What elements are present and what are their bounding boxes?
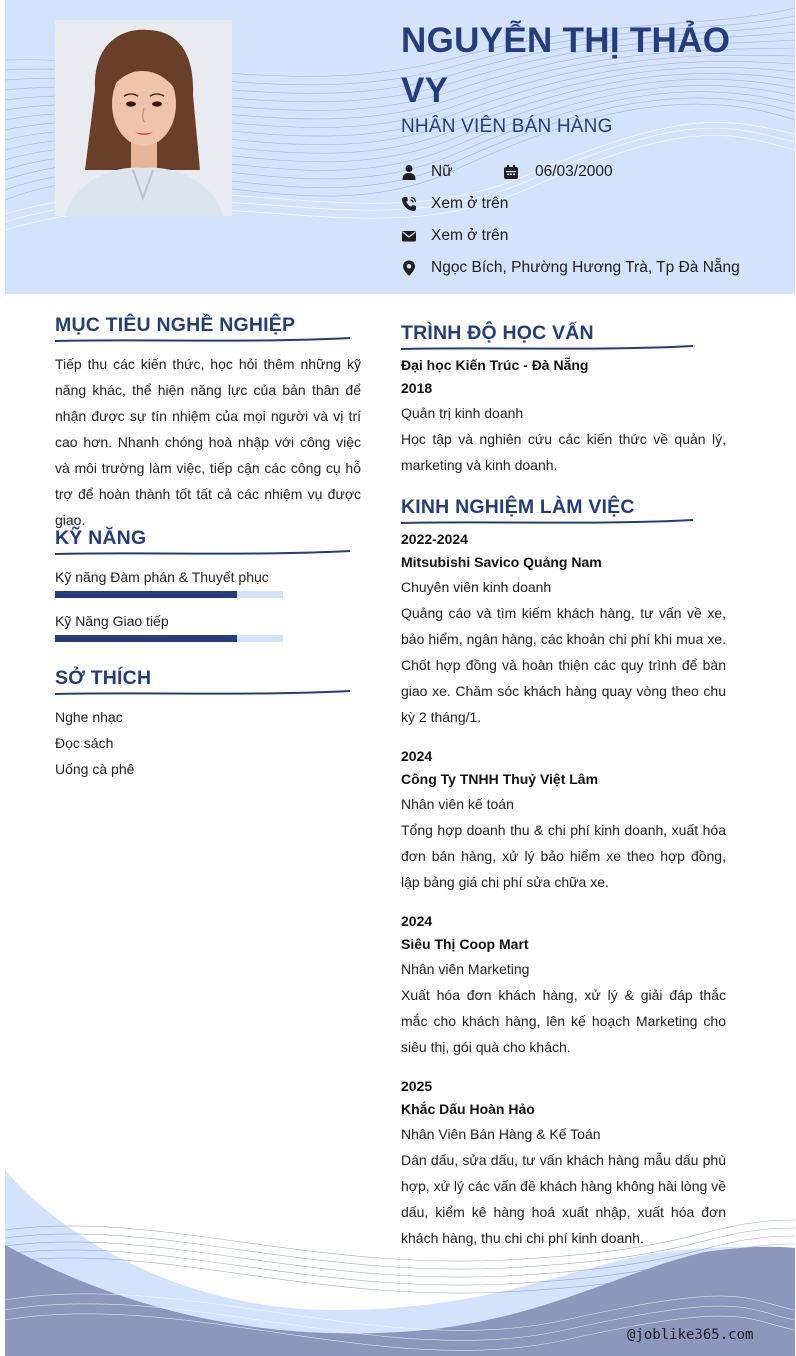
skills-underline bbox=[55, 549, 350, 557]
job-role: Nhân viên Marketing bbox=[401, 961, 530, 977]
hobby-item: Uống cà phê bbox=[55, 761, 135, 777]
objective-heading: MỤC TIÊU NGHỀ NGHIỆP bbox=[55, 314, 296, 336]
email-value: Xem ở trên bbox=[431, 227, 509, 244]
job-description: Quảng cáo và tìm kiếm khách hàng, tư vấn về xe, bảo hiểm, ngân hàng, các khoản chi phí khi mua xe. Chốt hợp đồng và hoàn thiện các quy trình để bàn giao xe. Chăm sóc khách hàng quay vòng theo chu kỳ 2 tháng/1. bbox=[401, 605, 726, 725]
objective-text: Tiếp thu các kiến thức, học hỏi thêm những kỹ năng khác, thể hiện năng lực của bản thân để nhận được sự tín nhiệm của mọi người và vị trí cao hơn. Nhanh chóng hoà nhập với công việc và môi trường làm việc, tiếp cận các công cụ hỗ trợ để hoàn thành tốt tất cả các nhiệm vụ được giao. bbox=[55, 356, 361, 528]
skill-bar-fill bbox=[55, 635, 237, 642]
hobbies-heading: SỞ THÍCH bbox=[55, 667, 152, 689]
info-row-phone bbox=[401, 192, 508, 216]
education-major: Quản trị kinh doanh bbox=[401, 405, 524, 421]
phone-value: Xem ở trên bbox=[431, 195, 509, 212]
info-row-email bbox=[401, 224, 508, 248]
job-period: 2022-2024 bbox=[401, 531, 468, 547]
skill-bar-fill bbox=[55, 591, 237, 598]
job-company: Siêu Thị Coop Mart bbox=[401, 936, 529, 952]
job-period: 2024 bbox=[401, 913, 433, 929]
objective-underline bbox=[55, 336, 350, 344]
cv-page bbox=[5, 0, 795, 1356]
job-role: Nhân Viên Bán Hàng & Kế Toán bbox=[401, 1126, 601, 1142]
user-icon bbox=[401, 164, 417, 180]
job-company: Công Ty TNHH Thuỷ Việt Lâm bbox=[401, 771, 599, 787]
gender-value: Nữ bbox=[431, 163, 453, 180]
job-company: Khắc Dấu Hoàn Hảo bbox=[401, 1101, 535, 1117]
location-icon bbox=[401, 260, 417, 276]
education-underline bbox=[401, 344, 693, 352]
education-heading: TRÌNH ĐỘ HỌC VẤN bbox=[401, 322, 594, 344]
skill-bar bbox=[55, 635, 283, 642]
phone-icon bbox=[401, 196, 417, 212]
education-school: Đại học Kiến Trúc - Đà Nẵng bbox=[401, 357, 589, 373]
candidate-title: NHÂN VIÊN BÁN HÀNG bbox=[401, 116, 613, 137]
experience-underline bbox=[401, 518, 693, 526]
education-description: Học tập và nghiên cứu các kiến thức về quản lý, marketing và kinh doanh. bbox=[401, 431, 726, 473]
profile-photo bbox=[55, 20, 232, 216]
birthdate-item bbox=[503, 163, 613, 181]
job-role: Chuyên viên kinh doanh bbox=[401, 579, 552, 595]
email-icon bbox=[401, 228, 417, 244]
website-link[interactable]: @joblike365.com bbox=[627, 1327, 754, 1343]
experience-heading: KINH NGHIỆM LÀM VIỆC bbox=[401, 496, 635, 518]
job-description: Xuất hóa đơn khách hàng, xử lý & giải đáp thắc mắc cho khách hàng, lên kế hoạch Marketing cho siêu thị, gói quà cho khách. bbox=[401, 987, 726, 1055]
job-company: Mitsubishi Savico Quảng Nam bbox=[401, 554, 602, 570]
education-year: 2018 bbox=[401, 380, 433, 396]
portrait-illustration bbox=[55, 20, 232, 216]
skill-label: Kỹ Năng Giao tiếp bbox=[55, 613, 169, 629]
job-role: Nhân viên kế toán bbox=[401, 796, 514, 812]
job-description: Tổng hợp doanh thu & chi phí kinh doanh, xuất hóa đơn bán hàng, xử lý bảo hiểm xe theo hợp đồng, lập bảng giá chi phí sửa chữa xe. bbox=[401, 822, 726, 890]
job-description: Dán dấu, sửa dấu, tư vấn khách hàng mẫu dấu phù hợp, xử lý các vấn đề khách hàng không hài lòng về dấu, kiểm kê hàng hoá xuất nhập, xuất hóa đơn khách hàng, thu chi chi phí kinh doanh. bbox=[401, 1152, 726, 1246]
job-period: 2024 bbox=[401, 748, 433, 764]
hobbies-underline bbox=[55, 689, 350, 697]
header-section bbox=[5, 0, 795, 294]
gender-item bbox=[401, 163, 503, 181]
skill-label: Kỹ năng Đàm phán & Thuyết phục bbox=[55, 569, 269, 585]
hobby-item: Đọc sách bbox=[55, 735, 114, 751]
birthdate-value: 06/03/2000 bbox=[535, 163, 613, 180]
calendar-icon bbox=[503, 164, 519, 180]
candidate-name: NGUYỄN THỊ THẢO VY bbox=[401, 21, 731, 110]
job-period: 2025 bbox=[401, 1078, 433, 1094]
skill-bar bbox=[55, 591, 283, 598]
info-row-personal bbox=[401, 160, 613, 184]
address-value: Ngọc Bích, Phường Hương Trà, Tp Đà Nẵng bbox=[431, 259, 740, 276]
hobby-item: Nghe nhạc bbox=[55, 709, 123, 725]
info-row-address bbox=[401, 256, 740, 280]
skills-heading: KỸ NĂNG bbox=[55, 527, 147, 549]
